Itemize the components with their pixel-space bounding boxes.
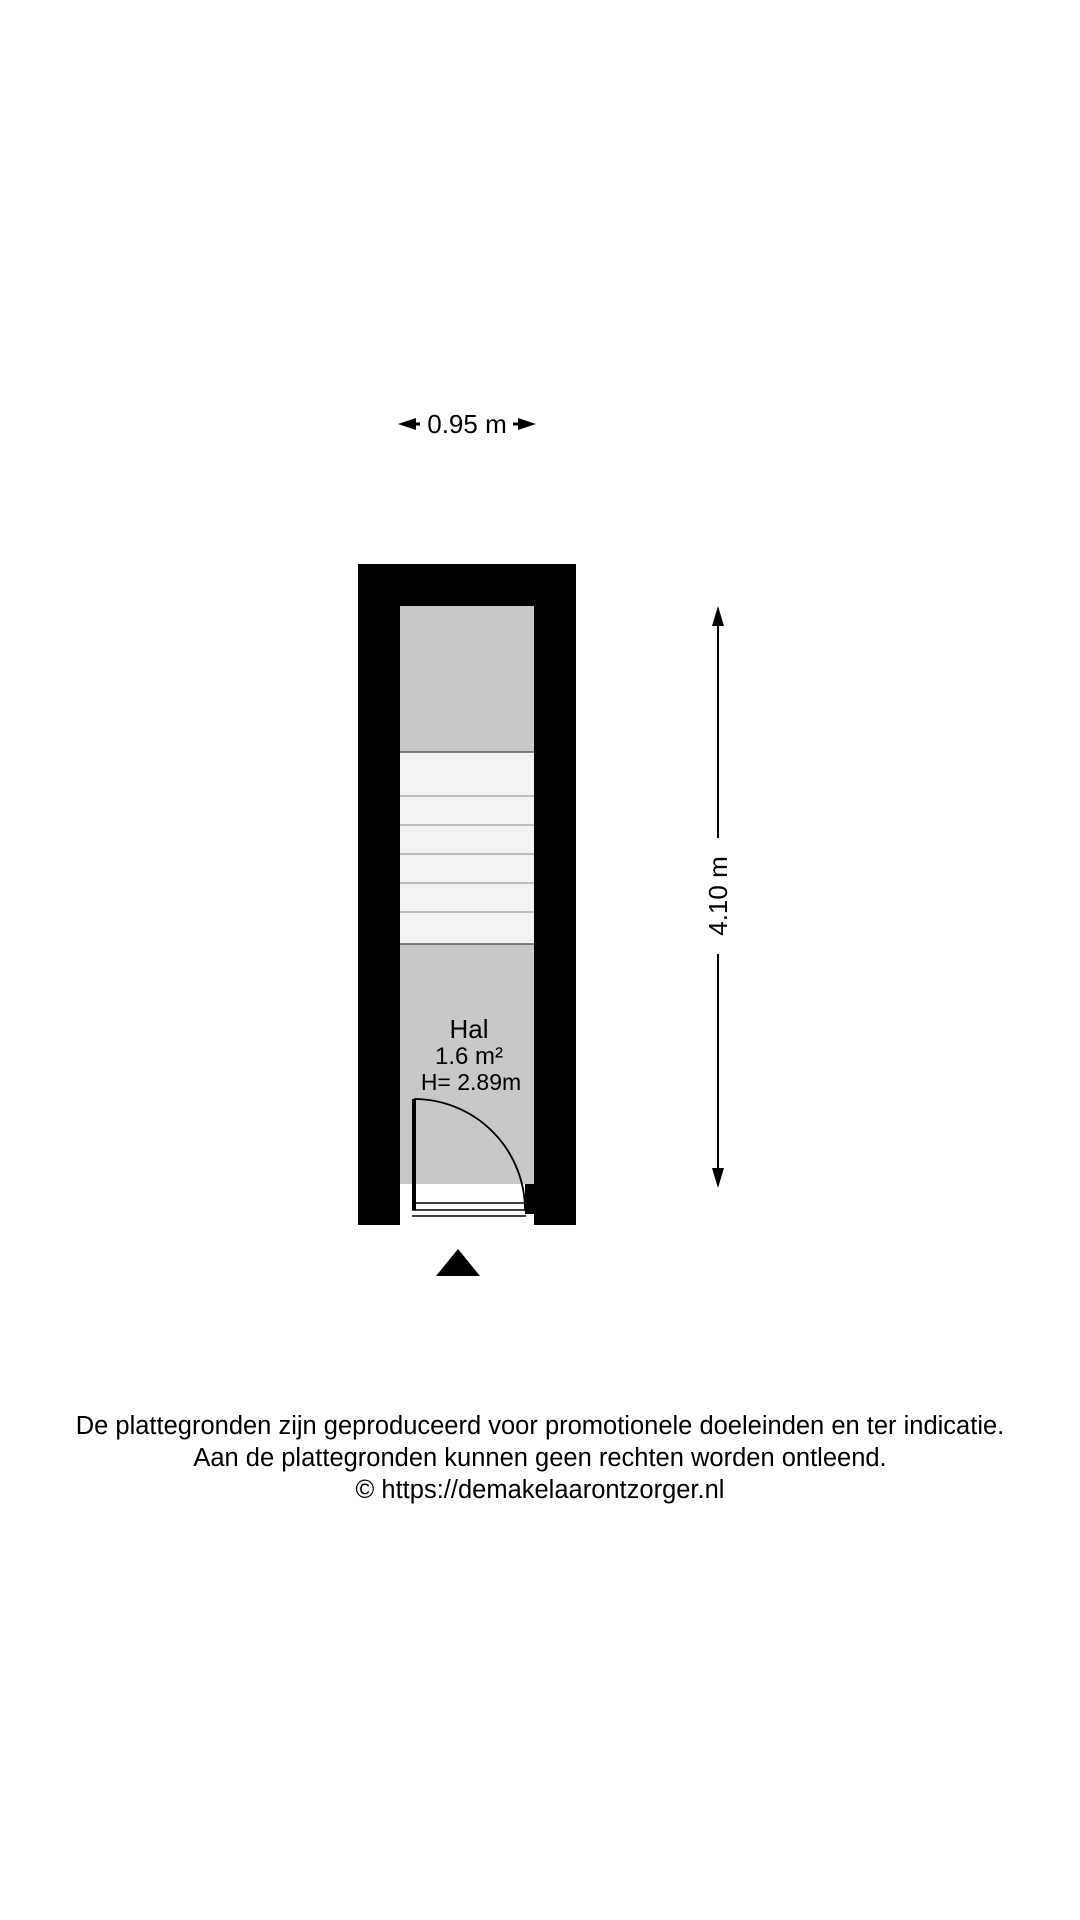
width-arrow-right-icon	[518, 418, 536, 430]
door-frame-right	[525, 1184, 534, 1214]
disclaimer-line-1: De plattegronden zijn geproduceerd voor promotionele doeleinden en ter indicatie.	[75, 1412, 1005, 1440]
length-arrow-bottom-icon	[712, 1168, 724, 1188]
width-arrow-left-icon	[398, 418, 416, 430]
room-area: 1.6 m²	[434, 1043, 504, 1070]
room-height: H= 2.89m	[420, 1069, 522, 1095]
width-dimension	[398, 409, 536, 439]
disclaimer-copyright: © https://demakelaarontzorger.nl	[355, 1476, 725, 1504]
disclaimer-line-2: Aan de plattegronden kunnen geen rechten worden ontleend.	[193, 1444, 887, 1472]
floor-upper	[400, 606, 534, 752]
length-label: 4.10 m	[703, 856, 733, 936]
disclaimer	[0, 1410, 1080, 1506]
door-leaf	[412, 1099, 416, 1210]
length-dimension	[703, 606, 733, 1188]
entrance-arrow-icon	[436, 1249, 480, 1276]
staircase	[400, 752, 534, 944]
width-label: 0.95 m	[427, 409, 507, 439]
door-opening	[400, 1184, 534, 1225]
wall-left	[358, 564, 400, 1225]
wall-right	[534, 564, 576, 1225]
stairs-area	[400, 752, 534, 944]
room-name: Hal	[449, 1014, 489, 1044]
